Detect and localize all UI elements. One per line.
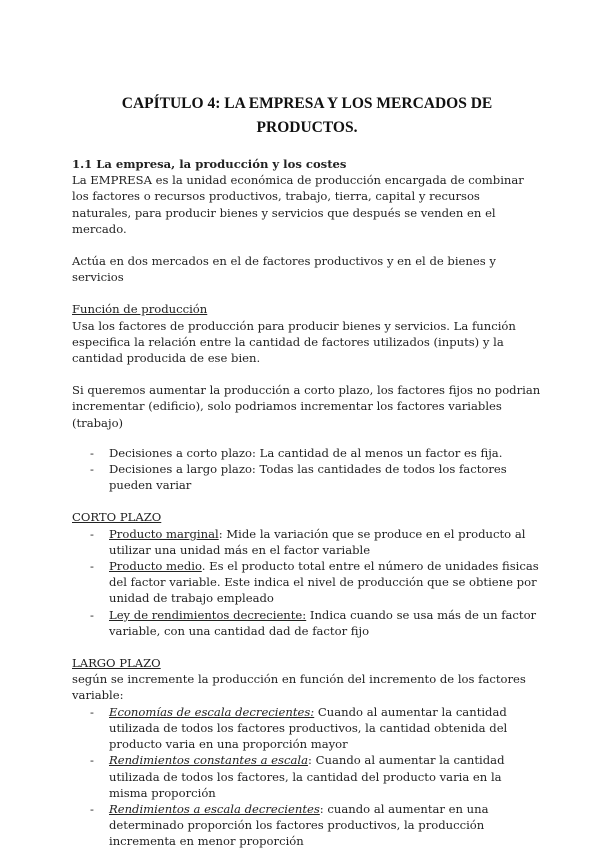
chapter-title-line-1: CAPÍTULO 4: LA EMPRESA Y LOS MERCADOS DE [121, 95, 493, 112]
empresa-definition: La EMPRESA es la unidad económica de producción encargada de combinar los factores o recursos productivos, trabajo, tierra, capital y recursos naturales, para producir bienes y servicios que después se venden en el mercado. [72, 173, 524, 236]
largo-plazo-heading: LARGO PLAZO [72, 656, 161, 671]
list-item-term: Economías de escala decrecientes: [109, 704, 315, 719]
list-item-text: Cuando al aumentar la cantidad utilizada de todos los factores productivos, la cantidad obtenida del producto varia en una proporción mayor [109, 704, 508, 752]
largo-plazo-intro: según se incremente la producción en función del incremento de los factores variable: [72, 672, 526, 703]
chapter-title [72, 92, 542, 140]
decisiones-list [72, 445, 542, 494]
chapter-title-line-2: PRODUCTOS. [256, 119, 358, 136]
list-item: - Producto marginal: Mide la variación que se produce en el producto al utilizar una unidad más en el factor variable [90, 526, 526, 557]
largo-plazo-list [72, 704, 542, 850]
section-heading: 1.1 La empresa, la producción y los costes [72, 157, 347, 171]
list-item-text: : Cuando al aumentar la cantidad utilizada de todos los factores, la cantidad del producto varia en la misma proporción [109, 753, 505, 800]
list-item: - Rendimientos a escala decrecientes: cuando al aumentar en una determinado proporción los factores productivos, la producción incrementa en menor proporción [90, 801, 489, 849]
list-item: - Producto medio. Es el producto total entre el número de unidades fisicas del factor variable. Este indica el nivel de producción que se obtiene por unidad de trabajo empleado [90, 559, 539, 606]
corto-plazo-list [72, 526, 542, 639]
list-item: - Economías de escala decrecientes: Cuando al aumentar la cantidad utilizada de todos los factores productivos, la cantidad obtenida del producto varia en una proporción mayor [90, 704, 508, 752]
list-item: - Ley de rendimientos decreciente: Indica cuando se usa más de un factor variable, con una cantidad dad de factor fijo [90, 607, 537, 638]
list-item-text: : cuando al aumentar en una determinado proporción los factores productivos, la producción incrementa en menor proporción [109, 801, 489, 849]
funcion-produccion-heading: Función de producción [72, 302, 208, 317]
list-item: - Decisiones a largo plazo: Todas las cantidades de todos los factores pueden variar [90, 462, 507, 493]
list-item-term: Producto marginal [109, 526, 219, 541]
list-item-term: Ley de rendimientos decreciente: [109, 607, 307, 622]
corto-plazo-paragraph: Si queremos aumentar la producción a corto plazo, los factores fijos no podrian incrementar (edificio), solo podriamos incrementar los factores variables (trabajo) [72, 383, 541, 430]
list-item-term: Rendimientos a escala decrecientes [109, 801, 320, 816]
list-item-term: Producto medio [109, 559, 202, 574]
funcion-produccion-paragraph: Usa los factores de producción para producir bienes y servicios. La función especifica la relación entre la cantidad de factores utilizados (inputs) y la cantidad producida de ese bien. [72, 318, 516, 366]
corto-plazo-heading: CORTO PLAZO [72, 510, 162, 525]
list-item-term: Rendimientos constantes a escala [109, 753, 309, 768]
list-item-text: . Es el producto total entre el número de unidades fisicas del factor variable. Este indica el nivel de producción que se obtiene por unidad de trabajo empleado [109, 559, 539, 606]
mercados-paragraph: Actúa en dos mercados en el de factores productivos y en el de bienes y servicios [72, 254, 496, 285]
list-item-text: : Mide la variación que se produce en el producto al utilizar una unidad más en el factor variable [109, 526, 526, 557]
list-item-text: Indica cuando se usa más de un factor variable, con una cantidad dad de factor fijo [109, 607, 537, 638]
document-page [72, 92, 542, 850]
list-item: - Decisiones a corto plazo: La cantidad de al menos un factor es fija. [90, 445, 503, 460]
list-item-text: Decisiones a largo plazo: Todas las cantidades de todos los factores pueden variar [109, 462, 507, 493]
list-item: - Rendimientos constantes a escala: Cuando al aumentar la cantidad utilizada de todos los factores, la cantidad del producto varia en la misma proporción [90, 753, 505, 800]
list-item-text: Decisiones a corto plazo: La cantidad de al menos un factor es fija. [109, 445, 503, 460]
